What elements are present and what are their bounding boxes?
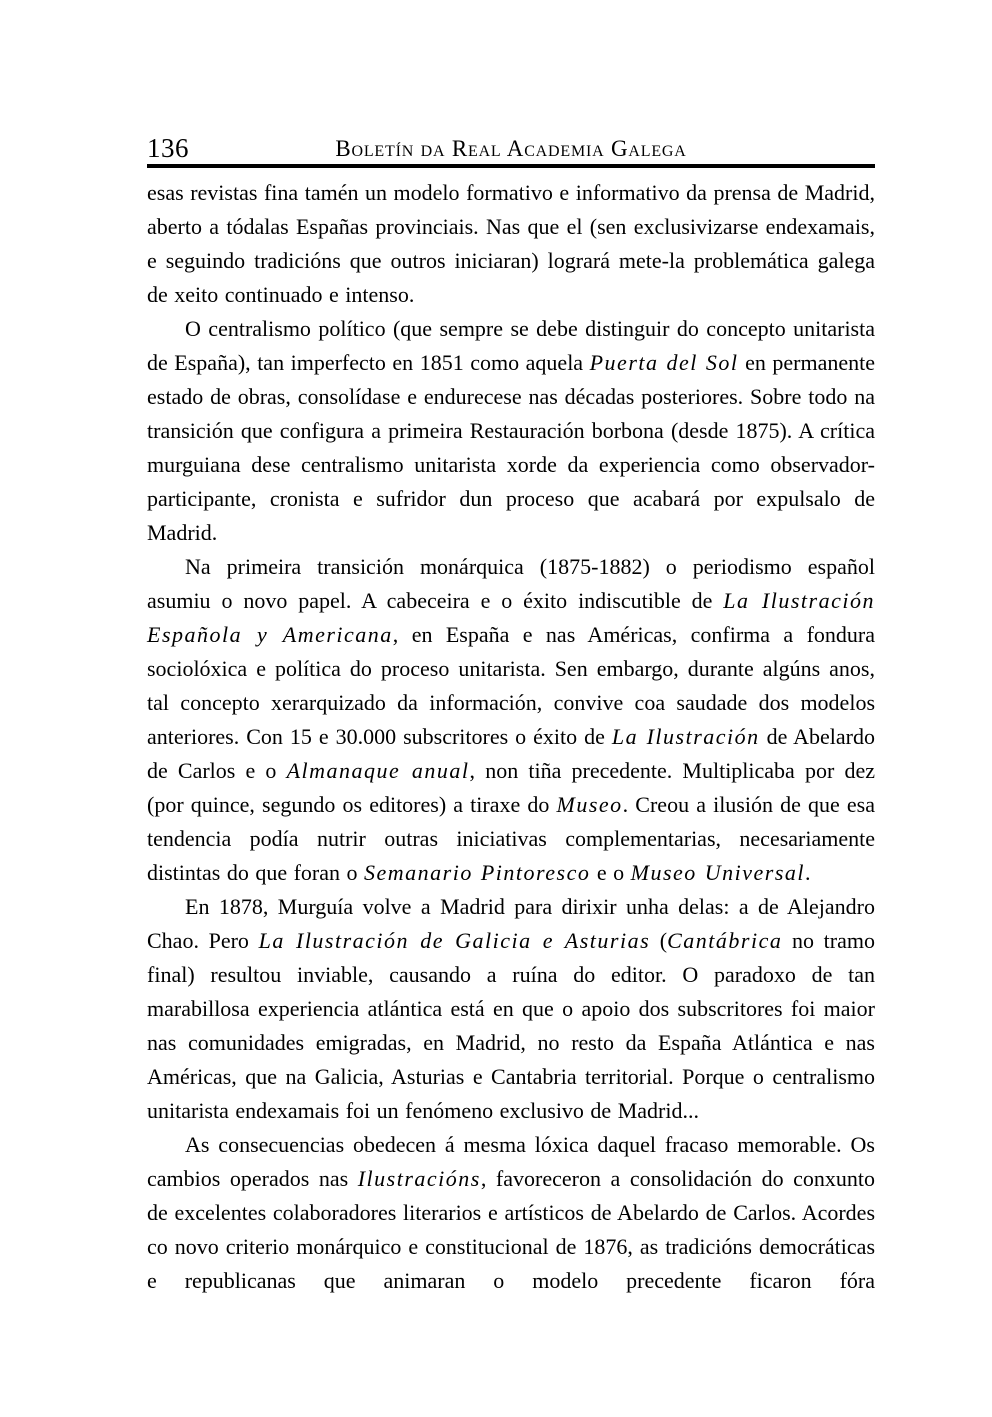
paragraph: Na primeira transición monárquica (1875-1882) o periodismo español asumiu o novo papel. A cabeceira e o éxito indiscutible de La Ilustración Española y Americana, en España e nas Américas, confirma a fondura sociolóxica e política do proceso unitarista. Sen embargo, durante algúns anos, tal concepto xerarquizado da información, convive coa saudade dos modelos anteriores. Con 15 e 30.000 subscritores o éxito de La Ilustración de Abelardo de Carlos e o Almanaque anual, non tiña precedente. Multiplicaba por dez (por quince, segundo os editores) a tiraxe do Museo. Creou a ilusión de que esa tendencia podía nutrir outras iniciativas complementarias, necesariamente distintas do que foran o Semanario Pintoresco e o Museo Universal. xyxy=(147,554,876,885)
running-header xyxy=(147,126,875,162)
header-rule xyxy=(147,164,875,168)
paragraph: O centralismo político (que sempre se debe distinguir do concepto unitarista de España), tan imperfecto en 1851 como aquela Puerta del Sol en permanente estado de obras, consolídase e endurecese nas décadas posteriores. Sobre todo na transición que configura a primeira Restauración borbona (desde 1875). A crítica murguiana dese centralismo unitarista xorde da experiencia como observador-participante, cronista e sufridor dun proceso que acabará por expulsalo de Madrid. xyxy=(147,316,875,545)
journal-title: Boletín da Real Academia Galega xyxy=(335,136,687,161)
paragraph: esas revistas fina tamén un modelo formativo e informativo da prensa de Madrid, aberto a tódalas Españas provinciais. Nas que el (sen exclusivizarse endexamais, e seguindo tradicións que outros iniciaran) logrará mete-la problemática galega de xeito continuado e intenso. xyxy=(147,180,875,307)
paragraph: En 1878, Murguía volve a Madrid para dirixir unha delas: a de Alejandro Chao. Pero La Ilustración de Galicia e Asturias (Cantábrica no tramo final) resultou inviable, causando a ruína do editor. O paradoxo de tan marabillosa experiencia atlántica está en que o apoio dos subscritores foi maior nas comunidades emigradas, en Madrid, no resto da España Atlántica e nas Américas, que na Galicia, Asturias e Cantabria territorial. Porque o centralismo unitarista endexamais foi un fenómeno exclusivo de Madrid... xyxy=(147,894,875,1123)
paragraph: As consecuencias obedecen á mesma lóxica daquel fracaso memorable. Os cambios operados nas Ilustracións, favoreceron a consolidación do conxunto de excelentes colaboradores literarios e artísticos de Abelardo de Carlos. Acordes co novo criterio monárquico e constitucional de 1876, as tradicións democráticas e republicanas que animaran o modelo precedente ficaron fóra xyxy=(147,1132,876,1293)
page-number: 136 xyxy=(147,133,189,163)
article-body xyxy=(147,176,875,1298)
